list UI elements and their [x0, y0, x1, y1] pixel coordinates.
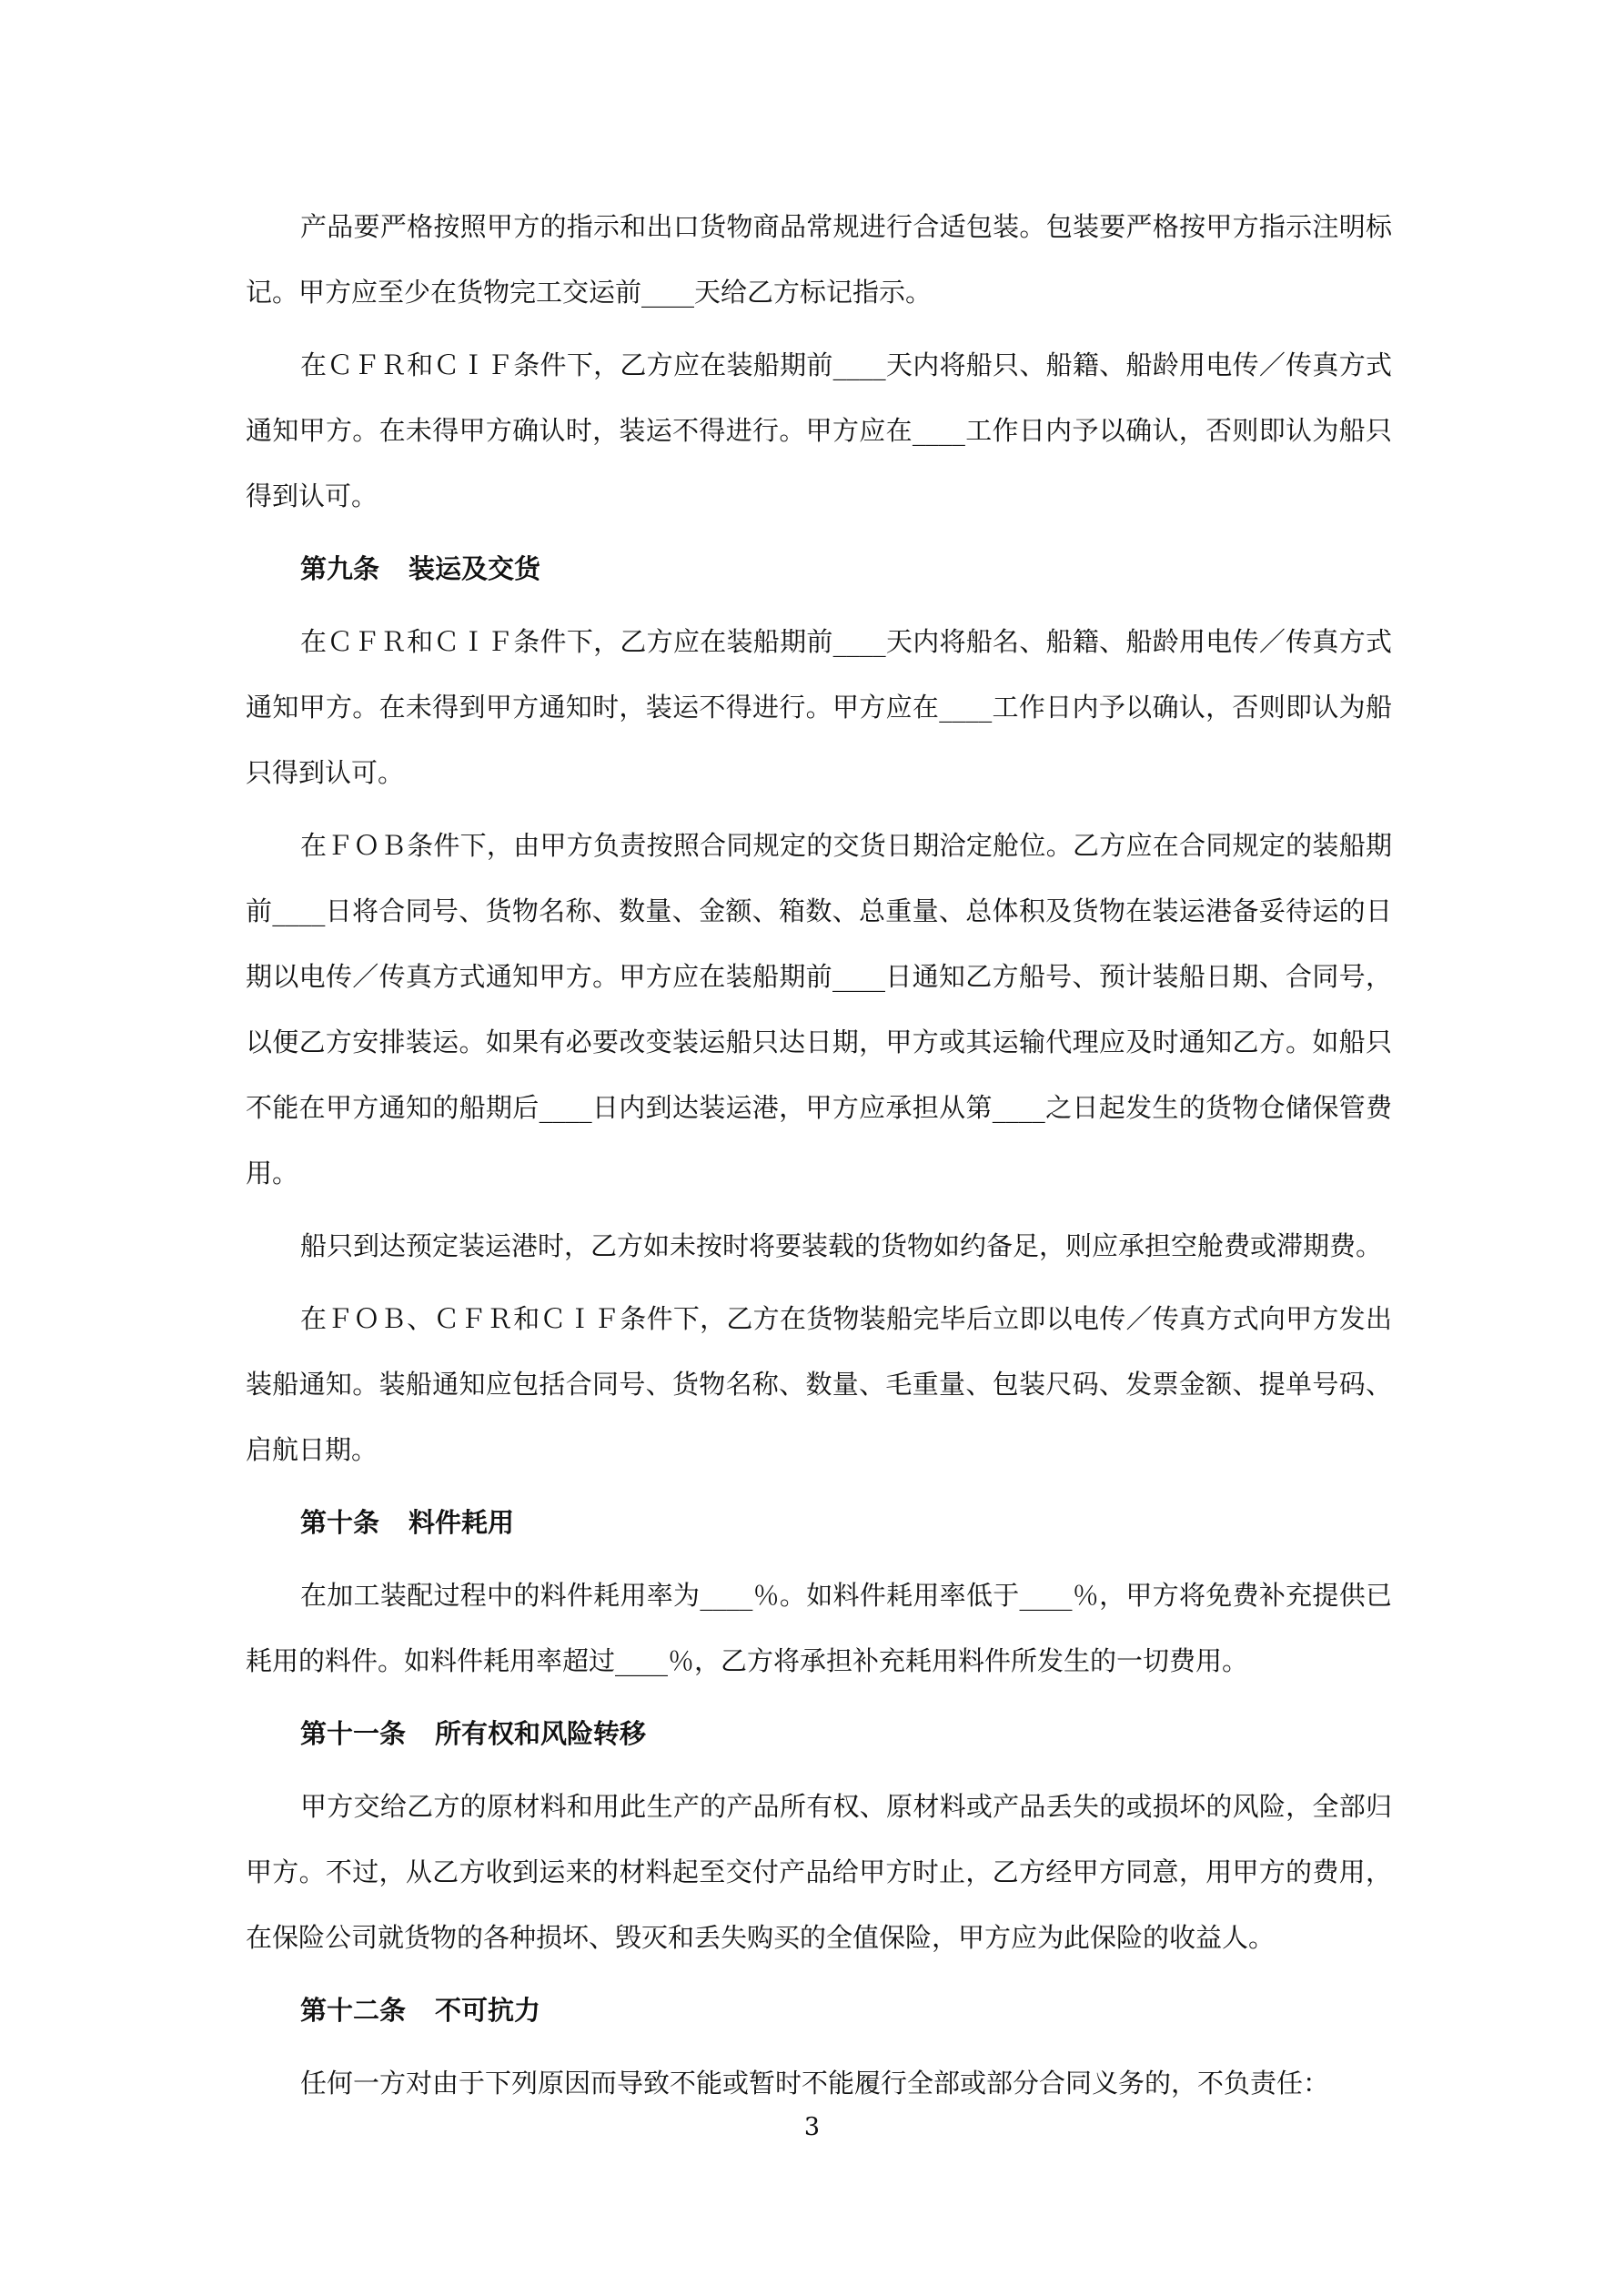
article-10-title: 料件耗用 — [409, 1507, 515, 1538]
article-10-number: 第十条 — [300, 1507, 380, 1538]
article-12-number: 第十二条 — [300, 1995, 407, 2026]
article-11-number: 第十一条 — [300, 1718, 407, 1749]
article-12-heading — [246, 1977, 1392, 2043]
paragraph-shipping-advice: 在ＦＯＢ、ＣＦＲ和ＣＩＦ条件下，乙方在货物装船完毕后立即以电传／传真方式向甲方发出装船通知。装船通知应包括合同号、货物名称、数量、毛重量、包装尺码、发票金额、提单号码、启航日期。 — [246, 1303, 1392, 1465]
paragraph-force-majeure: 任何一方对由于下列原因而导致不能或暂时不能履行全部或部分合同义务的，不负责任： — [300, 2068, 1330, 2099]
paragraph-packaging: 产品要严格按照甲方的指示和出口货物商品常规进行合适包装。包装要严格按甲方指示注明标记。甲方应至少在货物完工交运前____天给乙方标记指示。 — [246, 211, 1392, 308]
paragraph-ownership-risk: 甲方交给乙方的原材料和用此生产的产品所有权、原材料或产品丢失的或损坏的风险，全部归甲方。不过，从乙方收到运来的材料起至交付产品给甲方时止，乙方经甲方同意，用甲方的费用，在保险公司就货物的各种损坏、毁灭和丢失购买的全值保险，甲方应为此保险的收益人。 — [246, 1791, 1392, 1953]
paragraph-cfr-cif-shipment: 在ＣＦＲ和ＣＩＦ条件下，乙方应在装船期前____天内将船名、船籍、船龄用电传／传真方式通知甲方。在未得到甲方通知时，装运不得进行。甲方应在____工作日内予以确认，否则即认为船只得到认可。 — [246, 626, 1392, 788]
article-11-heading — [246, 1701, 1392, 1766]
article-11-title: 所有权和风险转移 — [435, 1718, 647, 1749]
paragraph-material-consumption: 在加工装配过程中的料件耗用率为____％。如料件耗用率低于____％，甲方将免费补充提供已耗用的料件。如料件耗用率超过____％，乙方将承担补充耗用料件所发生的一切费用。 — [246, 1580, 1392, 1676]
paragraph-fob-booking: 在ＦＯＢ条件下，由甲方负责按照合同规定的交货日期洽定舱位。乙方应在合同规定的装船期前____日将合同号、货物名称、数量、金额、箱数、总重量、总体积及货物在装运港备妥待运的日期以电传／传真方式通知甲方。甲方应在装船期前____日通知乙方船号、预计装船日期、合同号，以便乙方安排装运。如果有必要改变装运船只达日期，甲方或其运输代理应及时通知乙方。如船只不能在甲方通知的船期后____日内到达装运港，甲方应承担从第____之日起发生的货物仓储保管费用。 — [246, 830, 1392, 1188]
document-body — [246, 194, 1392, 2123]
paragraph-demurrage: 船只到达预定装运港时，乙方如未按时将要装载的货物如约备足，则应承担空舱费或滞期费。 — [300, 1230, 1383, 1261]
page-number: 3 — [803, 2113, 821, 2141]
article-10-heading — [246, 1490, 1392, 1555]
paragraph-vessel-notice: 在ＣＦＲ和ＣＩＦ条件下，乙方应在装船期前____天内将船只、船籍、船龄用电传／传真方式通知甲方。在未得甲方确认时，装运不得进行。甲方应在____工作日内予以确认，否则即认为船只得到认可。 — [246, 349, 1392, 511]
article-9-title: 装运及交货 — [409, 553, 541, 584]
article-9-number: 第九条 — [300, 553, 380, 584]
article-9-heading — [246, 536, 1392, 602]
article-12-title: 不可抗力 — [435, 1995, 541, 2026]
